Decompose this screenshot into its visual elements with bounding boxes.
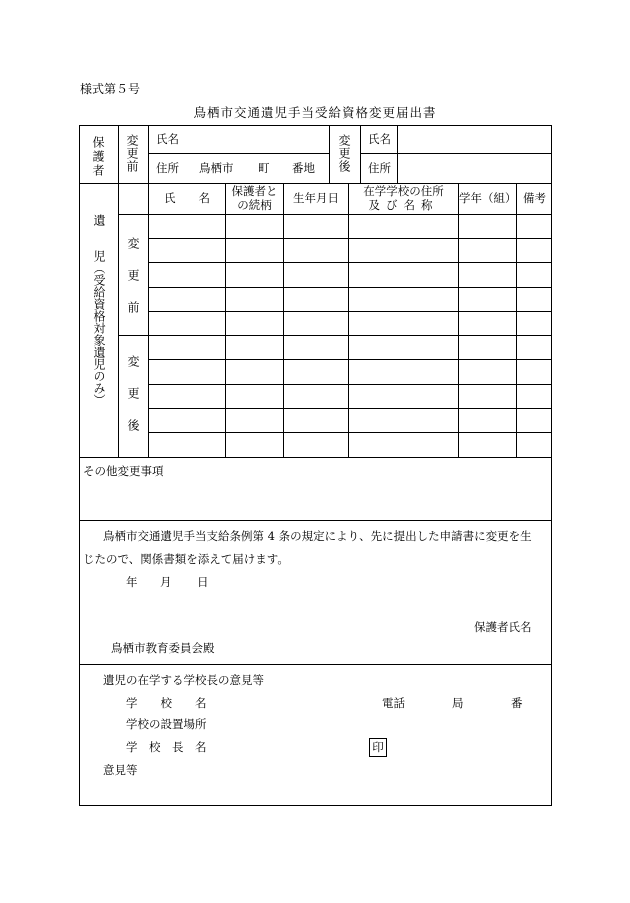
before-address-label: 住所 [156,161,179,175]
before-name-label: 氏名 [156,132,179,146]
guardian-before-label: 変更前 [125,134,139,173]
school-name-label: 学 校 名 [126,696,207,710]
col-grade: 学年（組） [459,191,517,205]
date-month: 月 [160,575,172,589]
orphans-before-label: 変 更 前 [126,237,140,317]
col-relation-1: 保護者と [231,184,278,198]
date-year: 年 [126,575,138,589]
orphans-after-label: 変 更 後 [126,355,140,435]
guardian-after-label: 変更後 [337,134,351,173]
col-school-2: 及び名称 [368,198,439,212]
guardian-label: 保護者 [91,136,105,178]
document-title: 鳥栖市交通遺児手当受給資格変更届出書 [193,105,437,120]
opinion-label: 意見等 [103,763,138,777]
phone-exchange-label: 局 [452,696,464,710]
before-address-city: 鳥栖市 [199,161,234,175]
phone-number-label: 番 [511,696,523,710]
principal-heading: 遺児の在学する学校長の意見等 [103,673,264,687]
guardian-signature-label: 保護者氏名 [474,620,532,634]
after-name-label: 氏名 [368,132,391,146]
other-changes-label: その他変更事項 [83,464,164,478]
form-number: 様式第５号 [80,82,141,96]
declaration-line-1: 鳥栖市交通遺児手当支給条例第 4 条の規定により、先に提出した申請書に変更を生 [103,529,532,543]
col-birth: 生年月日 [293,191,339,205]
orphans-label: 遺 児（受給資格対象遺児のみ） [92,214,106,406]
col-relation-2: の続柄 [237,198,272,212]
date-day: 日 [197,575,209,589]
col-notes: 備考 [523,191,546,205]
addressee: 鳥栖市教育委員会殿 [111,641,215,655]
before-address-town: 町 [258,161,270,175]
school-location-label: 学校の設置場所 [126,717,207,731]
principal-name-label: 学 校 長 名 [126,740,207,754]
after-address-label: 住所 [368,161,391,175]
col-school-1: 在学学校の住所 [363,184,444,198]
before-address-banchi: 番地 [292,161,315,175]
phone-label: 電話 [382,696,405,710]
declaration-line-2: じたので、関係書類を添えて届けます。 [83,552,289,566]
col-name: 氏 名 [164,191,210,205]
seal-mark: 印 [369,738,387,757]
